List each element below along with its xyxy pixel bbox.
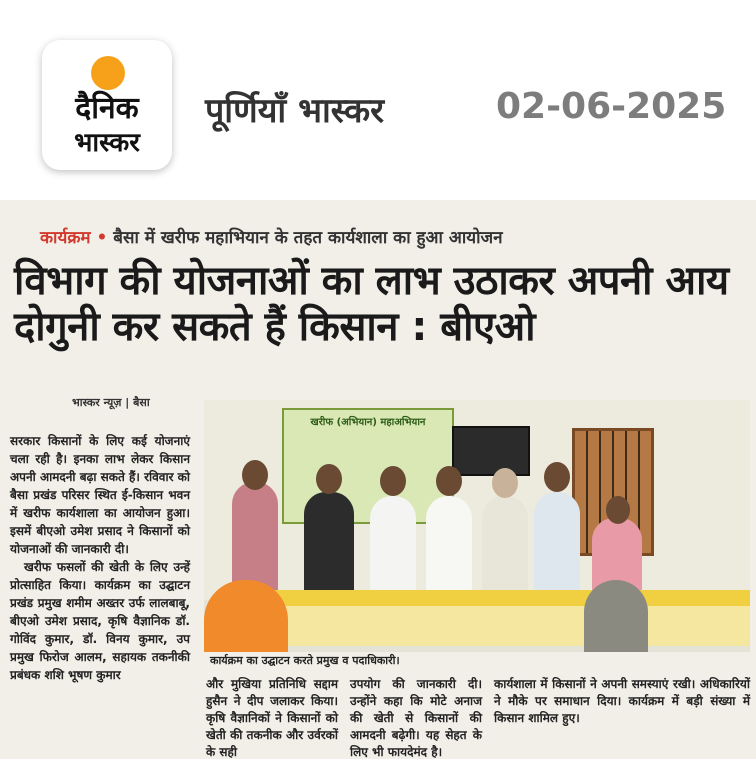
app-header [0, 0, 756, 190]
edition-date: 02-06-2025 [496, 86, 727, 127]
article-kicker [40, 225, 503, 248]
person-head [242, 460, 268, 490]
paragraph: सरकार किसानों के लिए कई योजनाएं चला रही है। इनका लाभ लेकर किसान अपनी आमदनी बढ़ा सकते हैं। रविवार को बैसा प्रखंड परिसर स्थित ई-किसान भवन में खरीफ कार्यशाला का आयोजन हुआ। इसमें बीएओ उमेश प्रसाद ने किसानों को योजनाओं की जानकारी दी। [10, 434, 190, 556]
person-head [544, 462, 570, 492]
kicker-text: बैसा में खरीफ महाभियान के तहत कार्यशाला का हुआ आयोजन [107, 228, 503, 248]
article-column-3: उपयोग की जानकारी दी। उन्होंने कहा कि मोटे अनाज की खेती से किसानों की आमदनी बढ़ेगी। यह सेहत के लिए भी फायदेमंद है। [350, 677, 482, 759]
logo-text-line1: दैनिक [75, 91, 139, 126]
person-head [436, 466, 462, 496]
paragraph: खरीफ फसलों की खेती के लिए उन्हें प्रोत्साहित किया। कार्यक्रम का उद्घाटन प्रखंड प्रमुख शमीम अख्तर उर्फ लालबाबू, बीएओ उमेश प्रसाद, कृषि वैज्ञानिक डॉ. गोविंद कुमार, डॉ. विनय कुमार, उप प्रमुख फिरोज आलम, सहायक तकनीकी प्रबंधक शशि भूषण कुमार [10, 560, 190, 682]
article-column-1 [10, 432, 190, 684]
person-head [380, 466, 406, 496]
article-headline: विभाग की योजनाओं का लाभ उठाकर अपनी आय दोगुनी कर सकते हैं किसान : बीएओ [14, 258, 729, 350]
article-column-2: और मुखिया प्रतिनिधि सद्दाम हुसैन ने दीप जलाकर किया। कृषि वैज्ञानिकों ने किसानों को खेती की तकनीक और उर्वरकों के सही [206, 677, 338, 759]
photo-table-cloth [264, 606, 750, 646]
sun-icon [91, 56, 125, 90]
photo-tv [452, 426, 530, 476]
logo-text-line2: भास्कर [74, 128, 140, 158]
article-photo [204, 400, 750, 652]
article-byline: भास्कर न्यूज़ | बैसा [72, 396, 150, 409]
edition-title: पूर्णियाँ भास्कर [205, 91, 385, 131]
article-column-4: कार्यशाला में किसानों ने अपनी समस्याएं रखी। अधिकारियों ने मौके पर समाधान दिया। कार्यक्रम में बड़ी संख्या में किसान शामिल हुए। [494, 677, 750, 725]
kicker-label: कार्यक्रम • [40, 228, 108, 248]
person [204, 580, 288, 652]
person-head [606, 496, 630, 524]
person-head [492, 468, 518, 498]
person [584, 580, 648, 652]
person-head [316, 464, 342, 494]
photo-caption: कार्यक्रम का उद्घाटन करते प्रमुख व पदाधिकारी। [210, 654, 400, 667]
dainik-bhaskar-logo[interactable] [42, 40, 172, 170]
banner-title: खरीफ (अभियान) महाअभियान [310, 417, 426, 428]
